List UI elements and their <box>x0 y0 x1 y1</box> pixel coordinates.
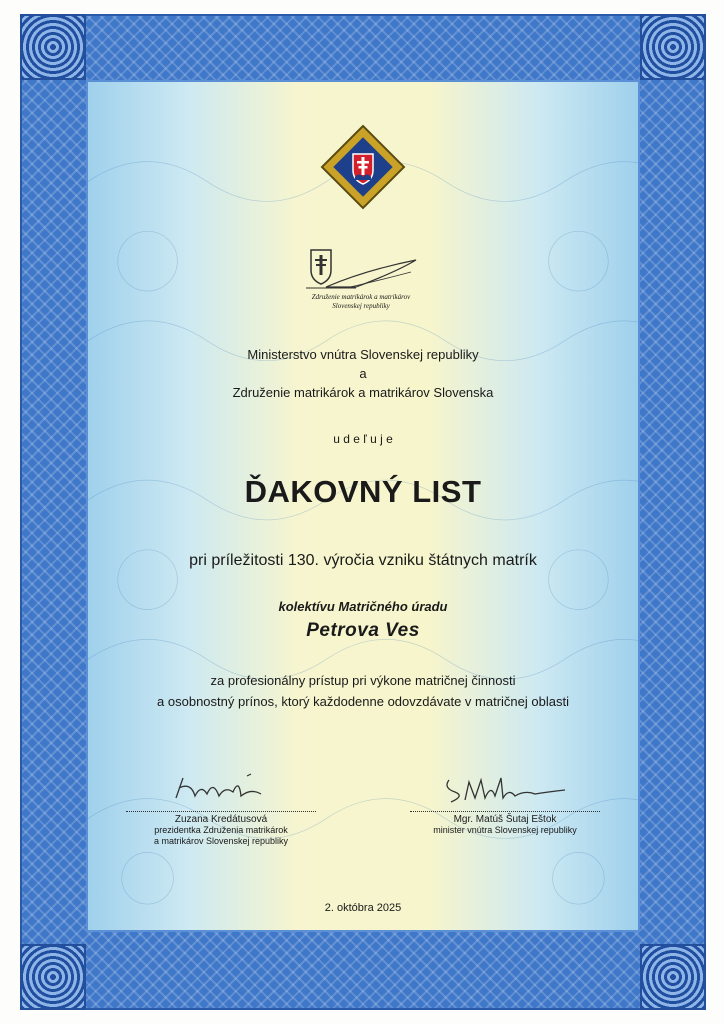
association-logo-text-line: Slovenskej republiky <box>332 302 390 310</box>
signatory-role: a matrikárov Slovenskej republiky <box>153 836 289 846</box>
issuer-line: Združenie matrikárok a matrikárov Slovenska <box>232 385 494 400</box>
recipient-place: Petrova Ves <box>306 620 420 641</box>
signatory-role: prezidentka Združenia matrikárok <box>154 825 288 835</box>
issuer-and: a <box>359 366 367 381</box>
signature-line <box>410 811 600 812</box>
certificate-title: ĎAKOVNÝ LIST <box>244 474 482 509</box>
signature-block-left <box>106 770 336 847</box>
signature-line <box>126 811 316 812</box>
reason-text <box>86 670 640 712</box>
grants-text: u d e ľ u j e <box>333 432 393 446</box>
corner-ornament <box>20 944 86 1010</box>
handwritten-signature <box>435 770 575 806</box>
corner-ornament <box>640 14 706 80</box>
association-logo-text <box>286 293 436 311</box>
association-logo-text-line: Združenie matrikárok a matrikárov <box>311 293 411 301</box>
corner-ornament <box>20 14 86 80</box>
signature-block-right <box>390 770 620 836</box>
occasion-text: pri príležitosti 130. výročia vzniku štátnych matrík <box>189 552 537 569</box>
handwritten-signature <box>161 770 281 806</box>
signatory-name: Zuzana Kredátusová <box>174 814 268 825</box>
issue-date: 2. októbra 2025 <box>324 902 402 914</box>
signatory-name: Mgr. Matúš Šutaj Eštok <box>453 814 557 825</box>
slovak-coat-of-arms-emblem <box>320 124 406 210</box>
recipient-intro: kolektívu Matričného úradu <box>278 599 448 614</box>
signatory-role: minister vnútra Slovenskej republiky <box>433 825 577 835</box>
reason-line: a osobnostný prínos, ktorý každodenne odovzdávate v matričnej oblasti <box>157 694 569 709</box>
issuer-line: Ministerstvo vnútra Slovenskej republiky <box>247 347 479 362</box>
corner-ornament <box>640 944 706 1010</box>
reason-line: za profesionálny prístup pri výkone matričnej činnosti <box>210 673 516 688</box>
certificate-content <box>86 80 640 932</box>
